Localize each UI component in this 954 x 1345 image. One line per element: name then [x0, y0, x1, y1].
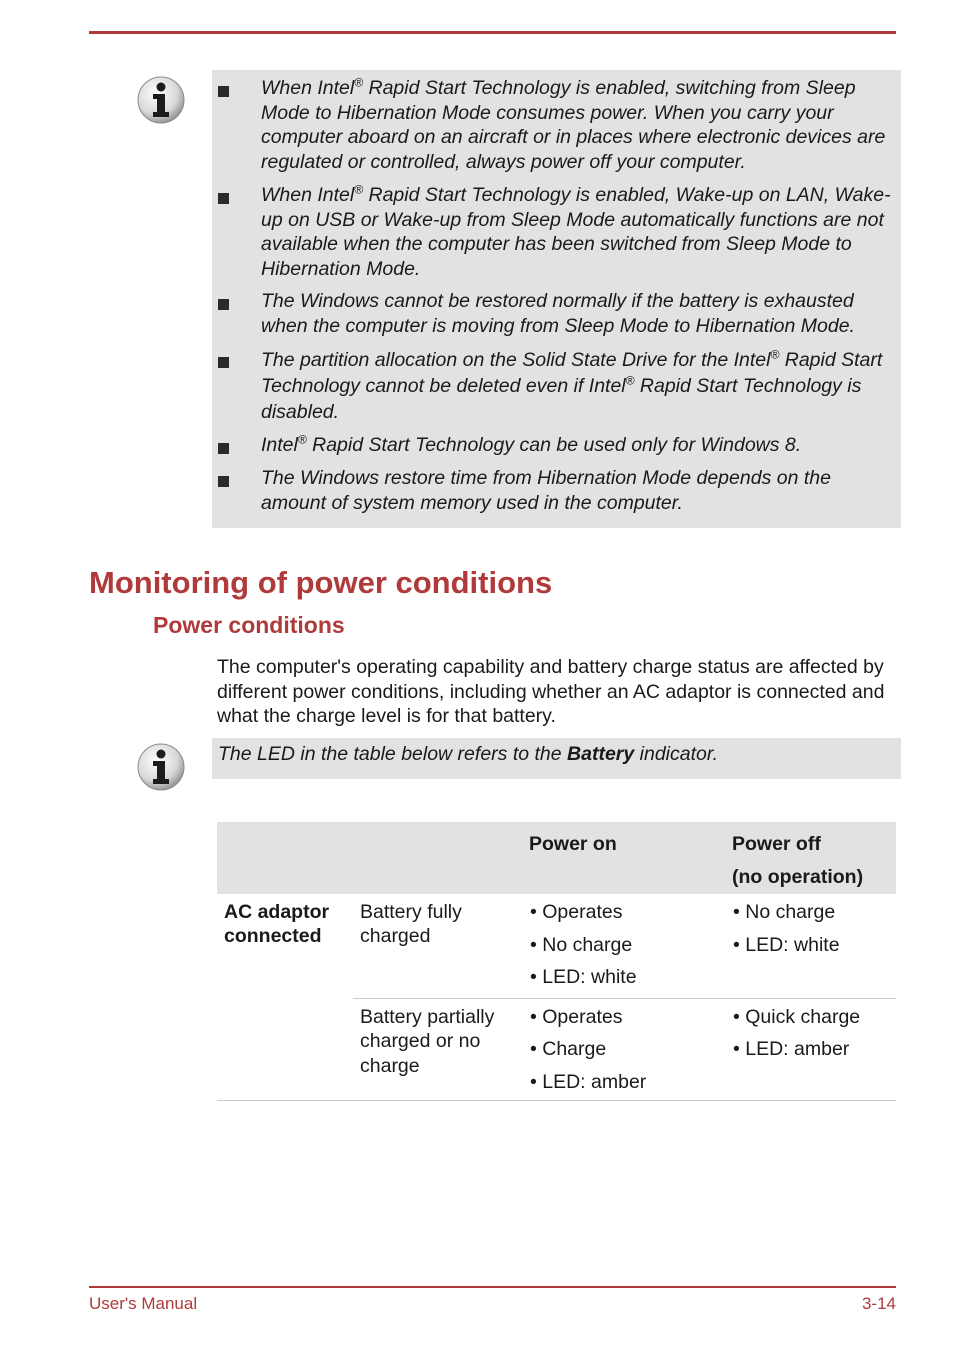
note-box — [212, 70, 901, 528]
note-text: The Windows restore time from Hibernation Mode depends on the amount of system memory used in the computer. — [261, 467, 831, 514]
note-text: When Intel® Rapid Start Technology is enabled, Wake-up on LAN, Wake-up on USB or Wake-up from Sleep Mode automatically functions are not available when the computer has been switched from Sleep Mode to Hibernation Mode. — [261, 182, 891, 280]
note-text: The partition allocation on the Solid State Drive for the Intel® Rapid Start Technology cannot be deleted even if Intel® Rapid Start Technology is disabled. — [261, 347, 883, 423]
page-number: 3-14 — [861, 1294, 896, 1313]
header-cell-empty — [353, 822, 523, 894]
subsection-heading: Power conditions — [153, 612, 345, 638]
section-heading: Monitoring of power conditions — [89, 565, 553, 600]
table-row — [217, 894, 896, 998]
row-label-cell: AC adaptor connected — [224, 901, 330, 947]
footer-title: User's Manual — [89, 1294, 198, 1313]
bullet-marker — [218, 299, 229, 310]
header-power-on: Power on — [529, 833, 617, 855]
table-bottom-rule — [217, 1100, 896, 1101]
info-icon — [136, 742, 186, 792]
note-text: Intel® Rapid Start Technology can be used only for Windows 8. — [261, 432, 802, 456]
note-text: The Windows cannot be restored normally if the battery is exhausted when the computer is moving from Sleep Mode to Hibernation Mode. — [261, 290, 855, 337]
body-paragraph: The computer's operating capability and battery charge status are affected by different power conditions, including whether an AC adaptor is connected and what the charge level is for that battery. — [217, 656, 885, 727]
note-text: When Intel® Rapid Start Technology is enabled, switching from Sleep Mode to Hibernation Mode consumes power. When you carry your computer aboard on an aircraft or in places where electronic devices are regulated or controlled, always power off your computer. — [261, 75, 886, 173]
bullet-marker — [218, 476, 229, 487]
header-rule — [89, 31, 896, 34]
note-box — [212, 738, 901, 779]
bullet-marker — [218, 193, 229, 204]
bullet-marker — [218, 443, 229, 454]
power-on-cell: • Operates • No charge • LED: white — [530, 901, 637, 988]
battery-label: Battery — [567, 743, 635, 765]
battery-state-cell: Battery partially charged or no charge — [353, 998, 523, 1104]
power-off-cell: • No charge • LED: white — [733, 901, 840, 956]
footer-rule — [89, 1286, 896, 1288]
bullet-marker — [218, 357, 229, 368]
table-header-row — [217, 822, 896, 894]
info-icon — [136, 75, 186, 125]
battery-state-cell: Battery fully charged — [360, 901, 462, 947]
power-conditions-table — [217, 822, 896, 1104]
header-power-off: Power off (no operation) — [732, 833, 864, 888]
power-off-cell: • Quick charge • LED: amber — [726, 998, 896, 1104]
header-cell-empty — [217, 822, 353, 894]
power-on-cell: • Operates • Charge • LED: amber — [523, 998, 726, 1104]
bullet-marker — [218, 86, 229, 97]
note-text: The LED in the table below refers to the Battery indicator. — [218, 743, 719, 765]
